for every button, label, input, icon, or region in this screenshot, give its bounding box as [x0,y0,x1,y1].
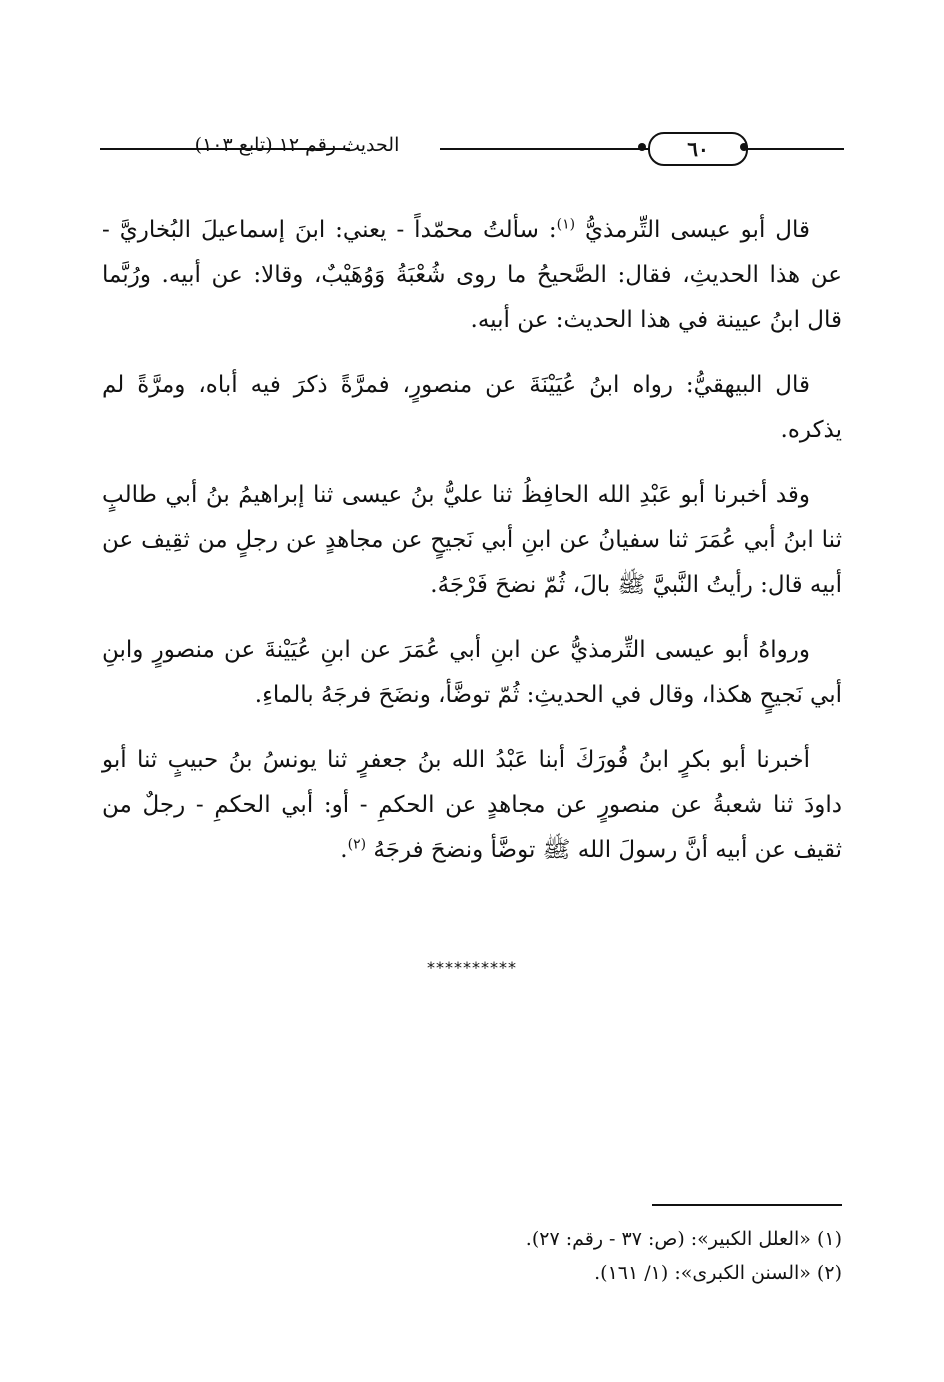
paragraph-text: ورواهُ أبو عيسى التِّرمذيُّ عن ابنِ أبي عُمَرَ عن ابنِ عُيَيْنةَ عن منصورٍ وابنِ أبي نَجيحٍ هكذا، وقال في الحديثِ: ثُمّ توضَّأ، ونضَحَ فرجَهُ بالماءِ. [102,637,842,708]
paragraph-4 [102,628,842,718]
footnote-divider [652,1204,842,1206]
footnote-1: (١) «العلل الكبير»: (ص: ٣٧ - رقم: ٢٧). [525,1228,842,1250]
footnote-2: (٢) «السنن الكبرى»: (١/ ١٦١). [594,1262,842,1284]
paragraph-text: قال أبو عيسى التِّرمذيُّ [575,217,810,243]
header-rule-right [744,148,844,150]
paragraph-text: أخبرنا أبو بكرٍ ابنُ فُورَكَ أبنا عَبْدُ الله بنُ جعفرٍ ثنا يونسُ بنُ حبيبٍ ثنا أبو داودَ ثنا شعبةُ عن منصورٍ عن مجاهدٍ عن الحكمِ - أو: أبي الحكمِ - رجلٌ من ثقيف عن أبيه أنَّ رسولَ الله ﷺ توضَّأ ونضحَ فرجَهُ [102,747,842,863]
paragraph-1 [102,208,842,343]
paragraph-5 [102,738,842,873]
page-number: ٦٠ [648,132,748,166]
paragraph-text: قال البيهقيُّ: رواه ابنُ عُيَيْنَةَ عن منصورٍ، فمرَّةً ذكرَ فيه أباه، ومرَّةً لم يذكره. [102,372,842,443]
paragraph-2 [102,363,842,453]
footnote-ref-2[interactable]: (٢) [347,836,367,853]
paragraph-text: : سألتُ محمّداً - يعني: ابنَ إسماعيلَ البُخاريَّ - عن هذا الحديثِ، فقال: الصَّحيحُ ما روى شُعْبَةُ وَوُهَيْبٌ، وقالا: عن أبيه. ورُبَّما قال ابنُ عيينة في هذا الحديث: عن أبيه. [102,217,842,333]
ornament-dot-left [638,143,646,151]
running-title: الحديث رقم ١٢ (تابع ١٠٣) [194,134,400,156]
paragraph-text: وقد أخبرنا أبو عَبْدِ الله الحافِظُ ثنا عليُّ بنُ عيسى ثنا إبراهيمُ بنُ أبي طالبٍ ثنا ابنُ أبي عُمَرَ ثنا سفيانُ عن ابنِ أبي نَجيحٍ عن مجاهدٍ عن رجلٍ من ثقِيف عن أبيه قال: رأيتُ النَّبيَّ ﷺ بالَ، ثُمّ نضحَ فَرْجَهُ. [102,482,842,598]
page-header [100,128,844,172]
footnote-ref-1[interactable]: (١) [556,216,576,233]
main-text [102,208,842,893]
footnotes [102,1222,842,1290]
paragraph-text: . [340,837,348,863]
section-separator: ********** [427,958,517,977]
paragraph-3 [102,473,842,608]
